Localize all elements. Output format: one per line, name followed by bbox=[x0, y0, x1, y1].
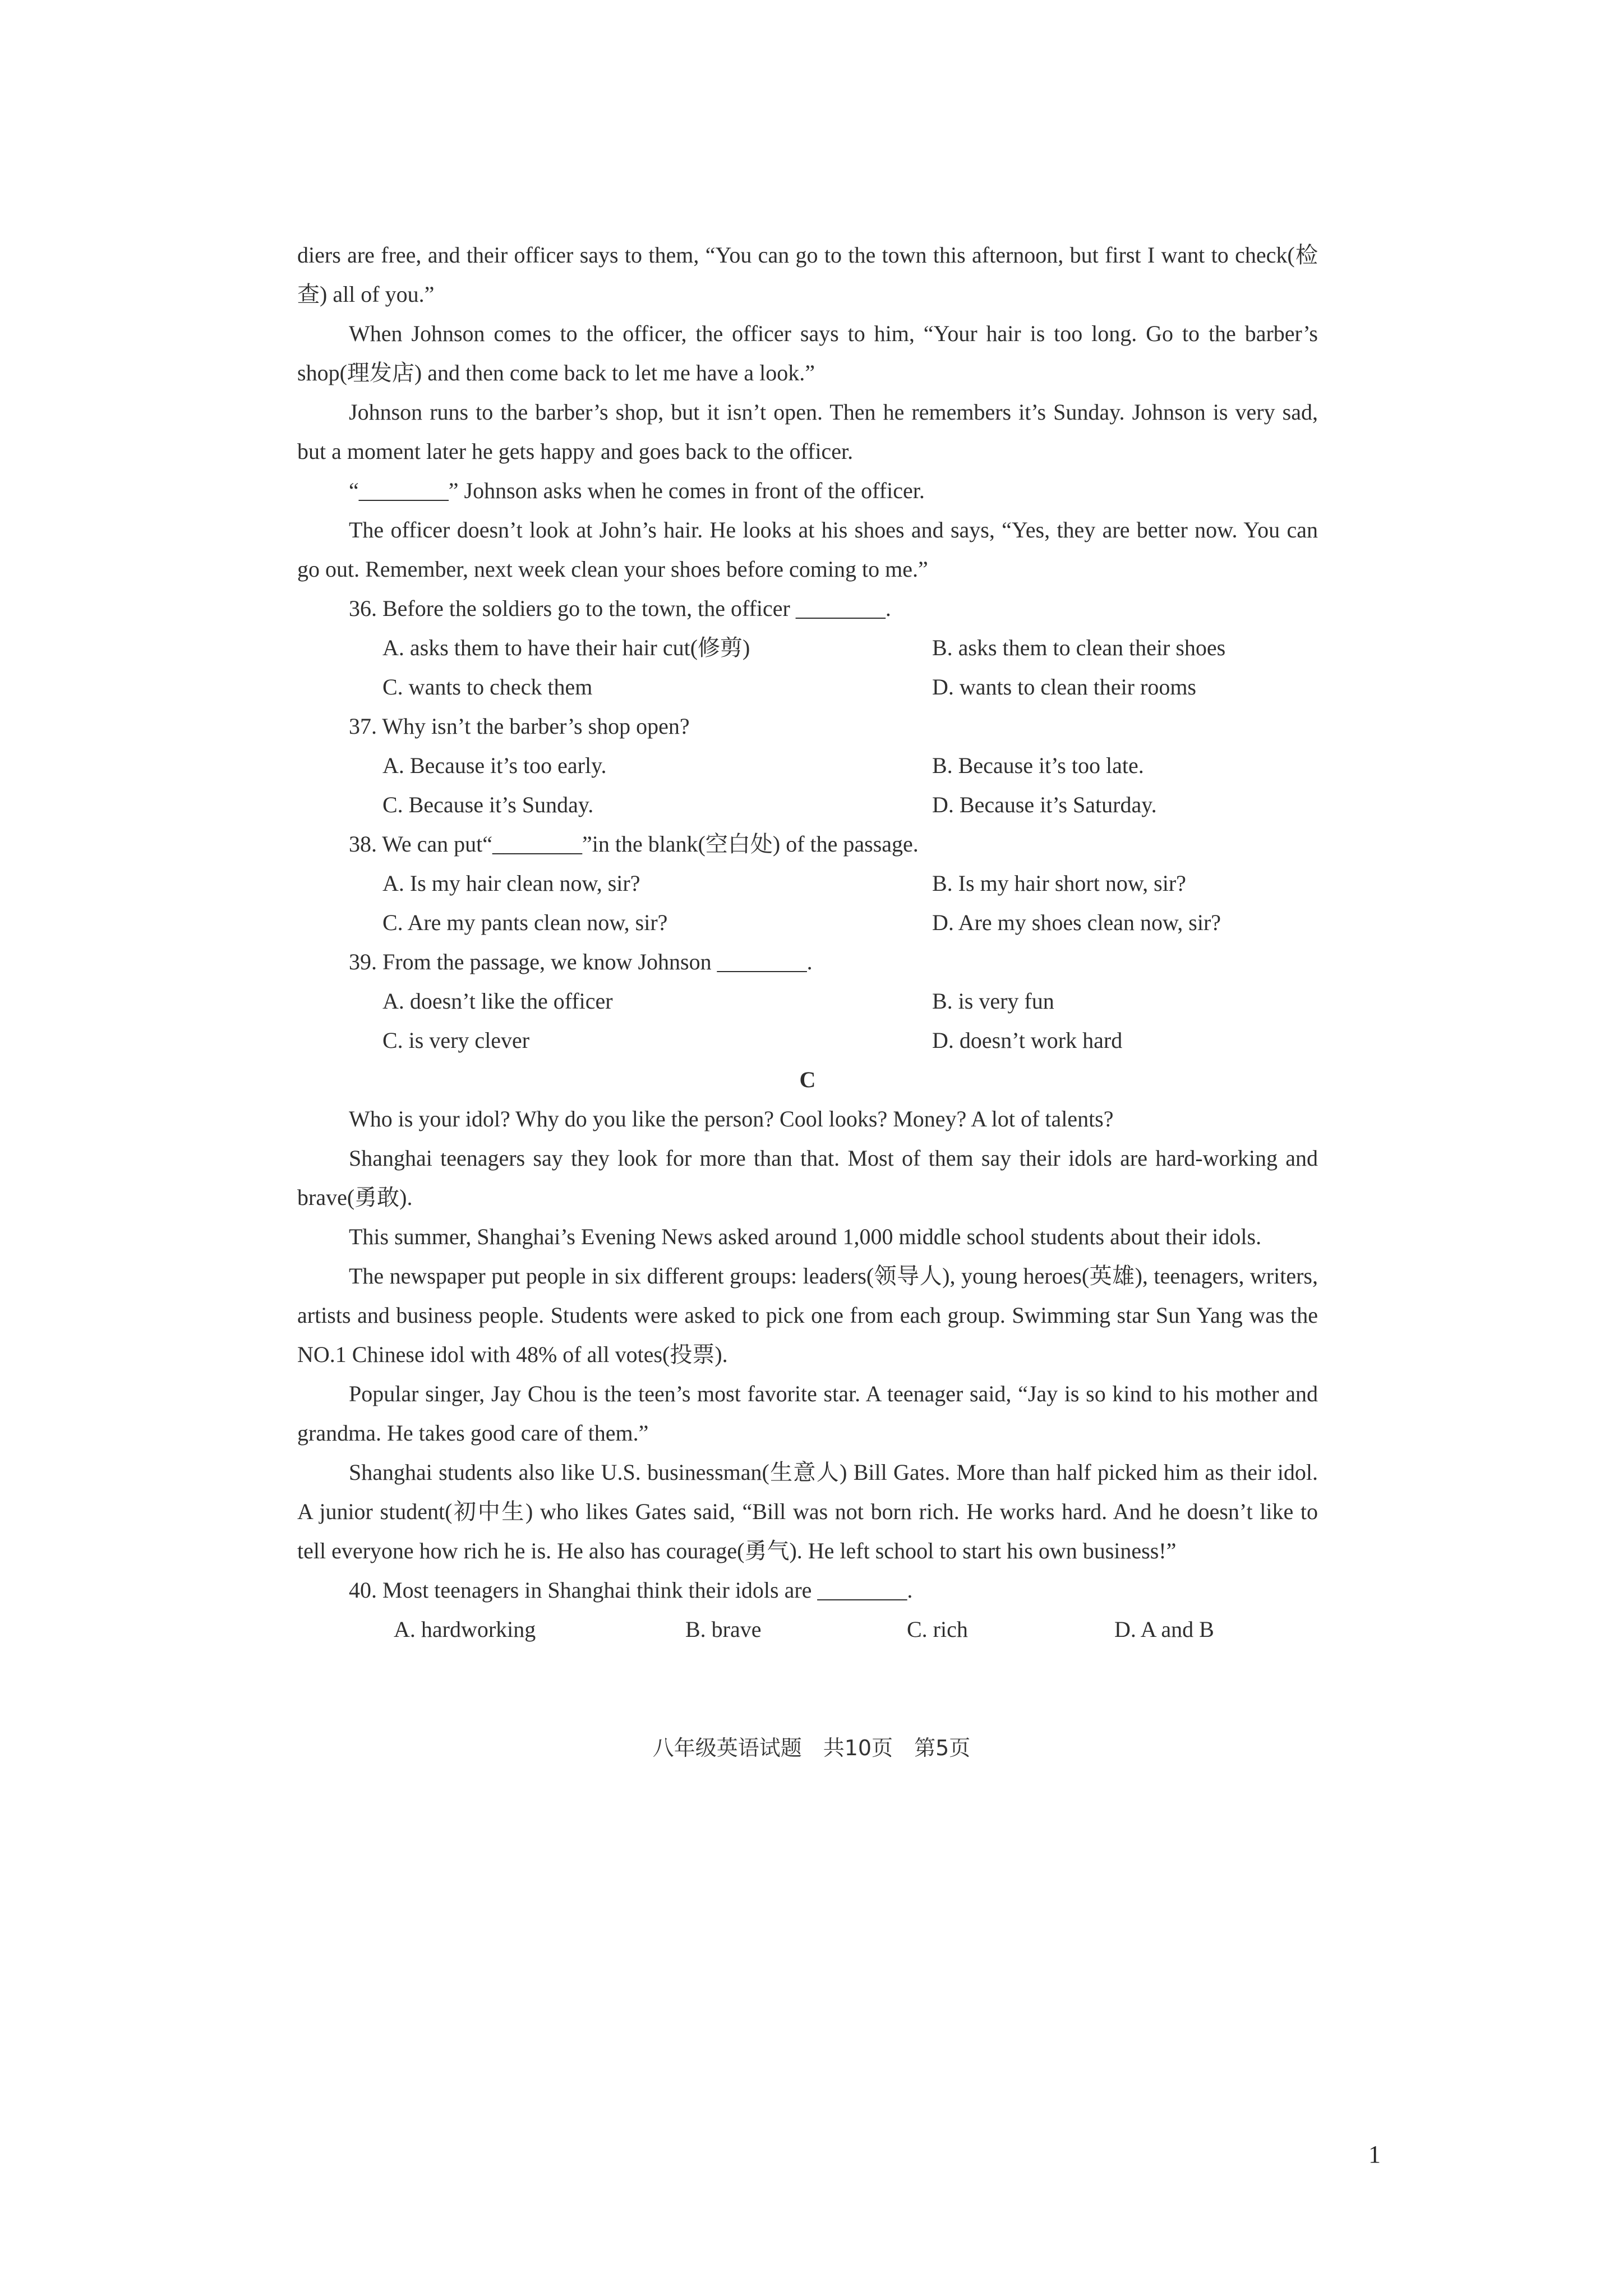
option-b: B. Because it’s too late. bbox=[932, 753, 1144, 778]
passage-paragraph: Shanghai students also like U.S. businessman(生意人) Bill Gates. More than half picked him as their idol. A junior student(初中生) who likes Gates said, “Bill was not born rich. He works hard. And he doesn’t like to tell everyone how rich he is. He also has courage(勇气). He left school to start his own business!” bbox=[297, 1460, 1318, 1563]
question-37-options bbox=[297, 746, 1318, 825]
option-a: A. Because it’s too early. bbox=[382, 753, 607, 778]
option-a: A. hardworking bbox=[394, 1617, 536, 1642]
option-b: B. asks them to clean their shoes bbox=[932, 635, 1226, 660]
question-37-stem: 37. Why isn’t the barber’s shop open? bbox=[349, 714, 690, 739]
option-b: B. Is my hair short now, sir? bbox=[932, 871, 1186, 896]
page-footer: 八年级英语试题 共10页 第5页 bbox=[652, 1736, 971, 1760]
question-38-options bbox=[297, 864, 1318, 942]
option-d: D. Because it’s Saturday. bbox=[932, 792, 1157, 817]
option-c: C. Are my pants clean now, sir? bbox=[382, 910, 668, 935]
option-b: B. brave bbox=[685, 1617, 762, 1642]
passage-paragraph: Johnson runs to the barber’s shop, but it isn’t open. Then he remembers it’s Sunday. Johnson is very sad, but a moment later he gets happy and goes back to the officer. bbox=[297, 399, 1318, 464]
option-c: C. wants to check them bbox=[382, 674, 593, 700]
exam-page-content bbox=[297, 236, 1318, 1649]
question-39-stem: 39. From the passage, we know Johnson ________. bbox=[349, 949, 813, 974]
question-39-options bbox=[297, 982, 1318, 1060]
passage-paragraph: The officer doesn’t look at John’s hair. He looks at his shoes and says, “Yes, they are better now. You can go out. Remember, next week clean your shoes before coming to me.” bbox=[297, 517, 1318, 582]
option-a: A. doesn’t like the officer bbox=[382, 988, 613, 1014]
passage-paragraph: When Johnson comes to the officer, the officer says to him, “Your hair is too long. Go to the barber’s shop(理发店) and then come back to let me have a look.” bbox=[297, 321, 1318, 385]
option-c: C. Because it’s Sunday. bbox=[382, 792, 594, 817]
option-b: B. is very fun bbox=[932, 988, 1054, 1014]
section-heading: C bbox=[799, 1067, 816, 1092]
option-c: C. is very clever bbox=[382, 1028, 530, 1053]
question-36-stem: 36. Before the soldiers go to the town, the officer ________. bbox=[349, 596, 891, 621]
option-d: D. doesn’t work hard bbox=[932, 1028, 1123, 1053]
option-d: D. wants to clean their rooms bbox=[932, 674, 1196, 700]
passage-paragraph: Shanghai teenagers say they look for more than that. Most of them say their idols are hard-working and brave(勇敢). bbox=[297, 1145, 1318, 1210]
passage-paragraph: diers are free, and their officer says to them, “You can go to the town this afternoon, but first I want to check(检查) all of you.” bbox=[297, 242, 1318, 307]
question-36-options bbox=[297, 628, 1318, 707]
question-38-stem: 38. We can put“________”in the blank(空白处) of the passage. bbox=[349, 831, 919, 857]
passage-paragraph: “________” Johnson asks when he comes in front of the officer. bbox=[349, 478, 925, 503]
page-number: 1 bbox=[1368, 2141, 1381, 2168]
option-d: D. Are my shoes clean now, sir? bbox=[932, 910, 1221, 935]
option-d: D. A and B bbox=[1114, 1617, 1214, 1642]
passage-paragraph: The newspaper put people in six different groups: leaders(领导人), young heroes(英雄), teenagers, writers, artists and business people. Students were asked to pick one from each group. Swimming star Sun Yang was the NO.1 Chinese idol with 48% of all votes(投票). bbox=[297, 1263, 1318, 1367]
option-a: A. asks them to have their hair cut(修剪) bbox=[382, 635, 750, 660]
passage-paragraph: Who is your idol? Why do you like the person? Cool looks? Money? A lot of talents? bbox=[349, 1106, 1114, 1131]
option-c: C. rich bbox=[907, 1617, 968, 1642]
question-40-stem: 40. Most teenagers in Shanghai think their idols are ________. bbox=[349, 1577, 913, 1603]
passage-paragraph: Popular singer, Jay Chou is the teen’s most favorite star. A teenager said, “Jay is so kind to his mother and grandma. He takes good care of them.” bbox=[297, 1381, 1318, 1446]
question-40-options bbox=[297, 1610, 1318, 1649]
option-a: A. Is my hair clean now, sir? bbox=[382, 871, 640, 896]
passage-paragraph: This summer, Shanghai’s Evening News asked around 1,000 middle school students about their idols. bbox=[349, 1224, 1262, 1249]
